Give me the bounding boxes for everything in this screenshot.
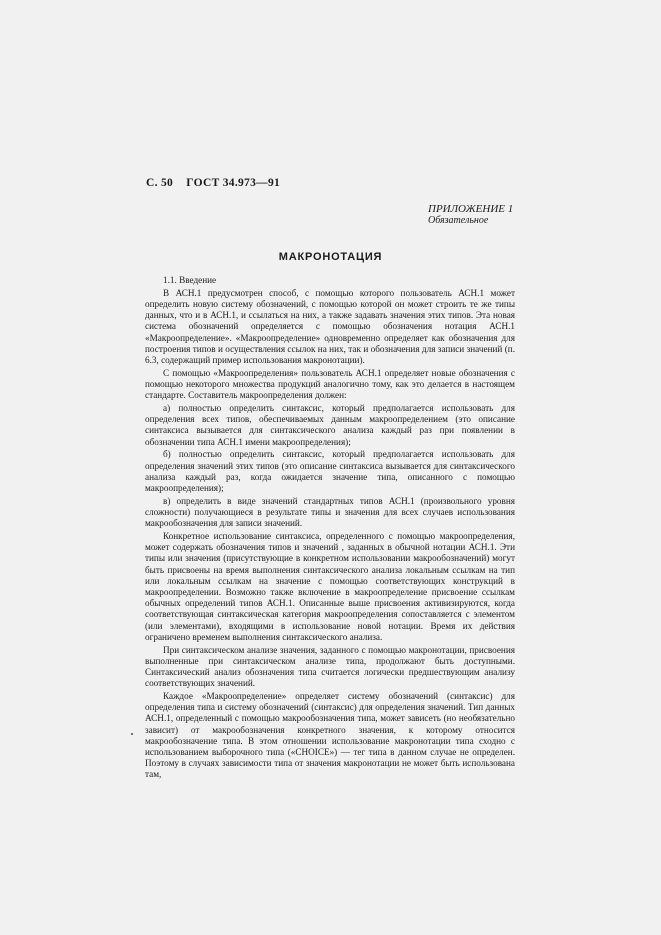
margin-mark xyxy=(131,733,133,735)
appendix-label xyxy=(428,203,513,227)
list-item: б) полностью определить синтаксис, который предполагается использовать для определения значений этих типов (это описание синтаксиса вызывается для синтаксического анализа каждый раз, когда ожидается значение типа, описанного с помощью макроопределения); xyxy=(145,449,515,494)
page-number: С. 50 xyxy=(146,177,174,189)
paragraph: Конкретное использование синтаксиса, определенного с помощью макроопределения, может содержать обозначения типов и значений , заданных в обычной нотации АСН.1. Эти типы или значения (присутствующие в конкретном использовании макрообозначений) могут быть присвоены на время выполнения синтаксического анализа локальным ссылкам на тип или локальным ссылкам на значение с помощью соответствующих конструкций в макроопределении. Возможно также включение в макроопределение присвоение ссылкам обычных определений типов АСН.1. Описанные выше присвоения активизируются, когда соответствующая синтаксическая категория макроопределения сопоставляется с элементом (или элементами), входящими в использование новой нотации. Время их действия ограничено временем выполнения синтаксического анализа. xyxy=(145,531,515,642)
body-text xyxy=(145,275,515,782)
paragraph: При синтаксическом анализе значения, заданного с помощью макронотации, присвоения выполненные при синтаксическом анализе типа, продолжают быть доступными. Синтаксический анализ обозначения типа считается логически предшествующим анализу соответствующих значений. xyxy=(145,644,515,689)
appendix-title: ПРИЛОЖЕНИЕ 1 xyxy=(428,203,514,215)
section-heading: 1.1. Введение xyxy=(163,275,217,285)
document-title: МАКРОНОТАЦИЯ xyxy=(278,251,383,263)
paragraph: В АСН.1 предусмотрен способ, с помощью которого пользователь АСН.1 может определить новую систему обозначений, с помощью которой он может строить те же типы данных, что и в АСН.1, и ссылаться на них, а также задавать значения этих типов. Эта новая система обозначений определяется с помощью обозначения нотация АСН.1 «Макроопределение». «Макроопределение» одновременно определяет как обозначения для построения типов и осуществления ссылок на них, так и обозначения для записи значений (п. 6.3, содержащий пример использования макронотации). xyxy=(145,287,515,366)
list-item: в) определить в виде значений стандартных типов АСН.1 (произвольного уровня сложности) получающиеся в результате типы и значения для всех случаев использования макрообозначения для записи значений. xyxy=(145,495,515,529)
paragraph: С помощью «Макроопределения» пользователь АСН.1 определяет новые обозначения с помощью некоторого множества продукций аналогично тому, как это делается в настоящем стандарте. Составитель макроопределения должен: xyxy=(145,367,515,401)
standard-designation: ГОСТ 34.973—91 xyxy=(186,177,281,189)
page-header xyxy=(146,177,280,189)
paragraph: Каждое «Макроопределение» определяет систему обозначений (синтаксис) для определения типа и систему обозначений (синтаксис) для определения значений. Тип данных АСН.1, определенный с помощью макрообозначения типа, может зависеть (но необязательно зависит) от макрообозначения конкретного значения, к которому относится макрообозначение типа. В этом отношении использование макронотации типа сходно с использованием выборочного типа («CHOICE») — тег типа в данном случае не определен. Поэтому в случаях зависимости типа от значения макронотации не может быть использована там, xyxy=(145,691,515,780)
list-item: а) полностью определить синтаксис, который предполагается использовать для определения всех типов, обеспечиваемых данным макроопределением (это описание синтаксиса вызывается для синтаксического анализа каждый раз при появлении в обозначении типа АСН.1 имени макроопределения); xyxy=(145,403,515,447)
appendix-status: Обязательное xyxy=(428,215,489,226)
